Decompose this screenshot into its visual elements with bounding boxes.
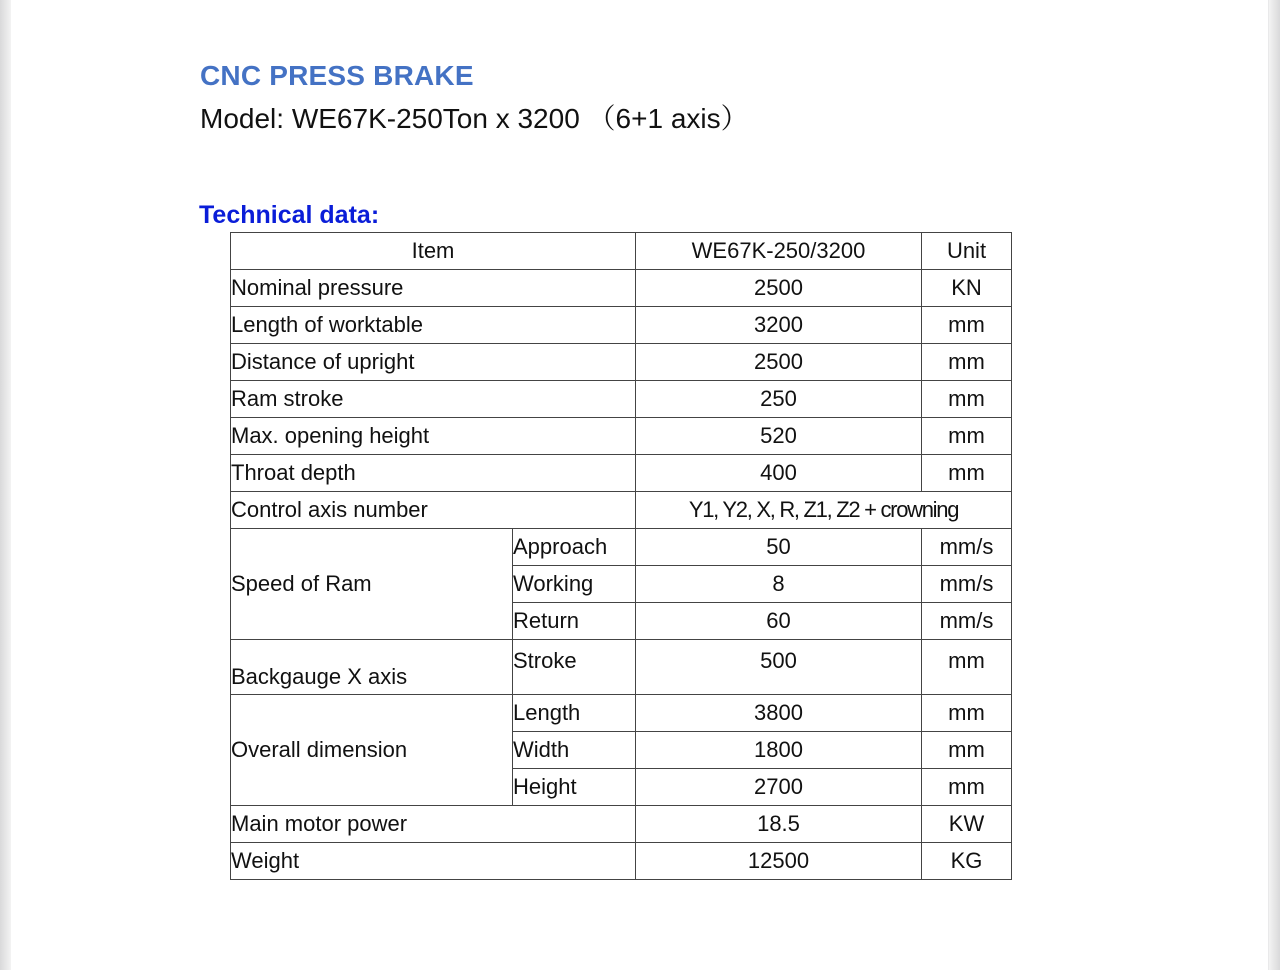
page-edge-right xyxy=(1269,0,1280,970)
row-item: Main motor power xyxy=(231,806,636,843)
row-value: 500 xyxy=(636,640,922,695)
row-value: 400 xyxy=(636,455,922,492)
row-unit: mm/s xyxy=(922,603,1012,640)
row-value: 8 xyxy=(636,566,922,603)
row-item: Length of worktable xyxy=(231,307,636,344)
technical-data-table xyxy=(230,232,1012,880)
row-unit: mm xyxy=(922,769,1012,806)
table-row xyxy=(231,307,1012,344)
row-item: Weight xyxy=(231,843,636,880)
table-row xyxy=(231,455,1012,492)
row-item: Max. opening height xyxy=(231,418,636,455)
row-item: Nominal pressure xyxy=(231,270,636,307)
header-item: Item xyxy=(231,233,636,270)
row-value: 3800 xyxy=(636,695,922,732)
table-row xyxy=(231,843,1012,880)
row-unit: KW xyxy=(922,806,1012,843)
document-title: CNC PRESS BRAKE xyxy=(200,60,474,91)
model-line: Model: WE67K-250Ton x 3200 （6+1 axis） xyxy=(200,103,749,134)
table-row xyxy=(231,529,1012,566)
row-value: 2700 xyxy=(636,769,922,806)
row-unit: KN xyxy=(922,270,1012,307)
row-subitem: Approach xyxy=(513,529,636,566)
header-unit: Unit xyxy=(922,233,1012,270)
row-unit: mm xyxy=(922,732,1012,769)
row-subitem: Working xyxy=(513,566,636,603)
row-subitem: Width xyxy=(513,732,636,769)
table-row xyxy=(231,418,1012,455)
row-value: 1800 xyxy=(636,732,922,769)
row-subitem: Return xyxy=(513,603,636,640)
row-value: 12500 xyxy=(636,843,922,880)
row-unit: mm xyxy=(922,640,1012,695)
row-value: 18.5 xyxy=(636,806,922,843)
table-row xyxy=(231,270,1012,307)
row-unit: mm xyxy=(922,307,1012,344)
row-unit: KG xyxy=(922,843,1012,880)
row-unit: mm xyxy=(922,381,1012,418)
row-value: 2500 xyxy=(636,270,922,307)
backgauge-label: Backgauge X axis xyxy=(231,640,513,695)
row-value: 3200 xyxy=(636,307,922,344)
header-model: WE67K-250/3200 xyxy=(636,233,922,270)
table-row xyxy=(231,695,1012,732)
row-item: Distance of upright xyxy=(231,344,636,381)
row-value: 520 xyxy=(636,418,922,455)
table-row xyxy=(231,381,1012,418)
table-row xyxy=(231,640,1012,695)
row-unit: mm xyxy=(922,455,1012,492)
row-subitem: Height xyxy=(513,769,636,806)
control-axis-value: Y1, Y2, X, R, Z1, Z2 + crowning xyxy=(636,492,1012,529)
row-unit: mm xyxy=(922,344,1012,381)
row-unit: mm xyxy=(922,695,1012,732)
table-row xyxy=(231,492,1012,529)
speed-of-ram-label: Speed of Ram xyxy=(231,529,513,640)
table-header-row xyxy=(231,233,1012,270)
table-row xyxy=(231,806,1012,843)
row-subitem: Length xyxy=(513,695,636,732)
page-edge-left xyxy=(0,0,11,970)
row-value: 60 xyxy=(636,603,922,640)
technical-data-heading: Technical data: xyxy=(199,201,380,229)
row-value: 250 xyxy=(636,381,922,418)
row-unit: mm/s xyxy=(922,529,1012,566)
row-unit: mm xyxy=(922,418,1012,455)
row-item: Ram stroke xyxy=(231,381,636,418)
overall-dimension-label: Overall dimension xyxy=(231,695,513,806)
row-item: Throat depth xyxy=(231,455,636,492)
row-unit: mm/s xyxy=(922,566,1012,603)
row-subitem: Stroke xyxy=(513,640,636,695)
row-item: Control axis number xyxy=(231,492,636,529)
table-row xyxy=(231,344,1012,381)
row-value: 50 xyxy=(636,529,922,566)
row-value: 2500 xyxy=(636,344,922,381)
